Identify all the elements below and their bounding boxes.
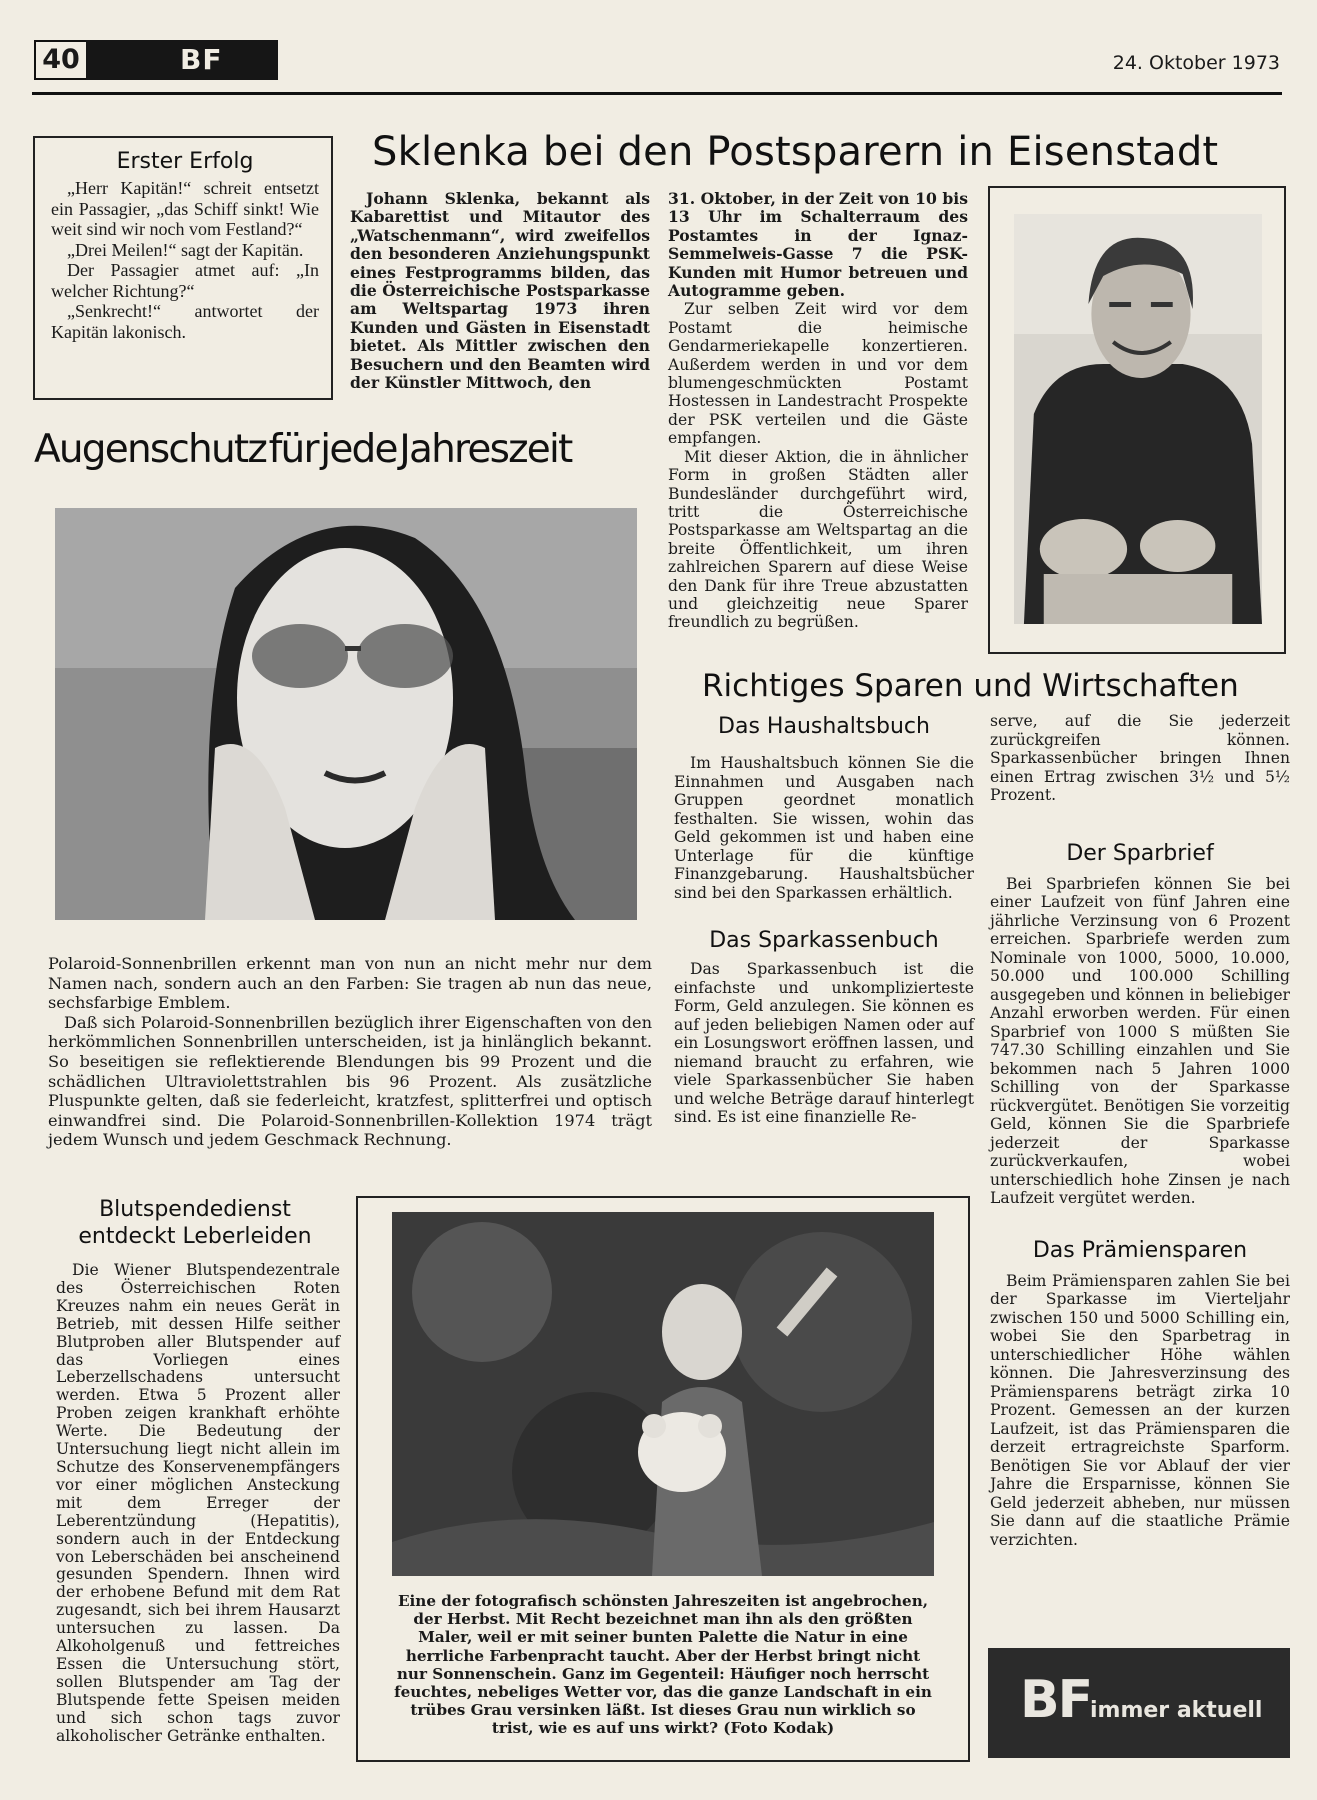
sklenka-paragraph: Mit dieser Aktion, die in ähnlicher Form in großen Städten aller Bundesländer durchgeführt wird, tritt die Österreichische Postsparkasse am Weltspartag an die breite Öffentlichkeit, um ihren zahlreichen Sparern auf diese Weise den Dank für ihre Treue abzustatten und gleichzeitig neue Sparer freundlich zu begrüßen. bbox=[668, 447, 968, 632]
sklenka-headline: Sklenka bei den Postsparern in Eisenstadt bbox=[372, 129, 1219, 175]
sklenka-portrait-photo bbox=[1014, 214, 1262, 624]
sklenka-photo-frame bbox=[988, 186, 1286, 654]
sparen-column-1 bbox=[674, 712, 974, 1186]
sparbrief-title: Der Sparbrief bbox=[1066, 840, 1214, 866]
autumn-photo-frame bbox=[356, 1196, 970, 1762]
sparkassenbuch-title: Das Sparkassenbuch bbox=[709, 928, 939, 953]
augenschutz-body bbox=[48, 954, 652, 1184]
praemiensparen-title: Das Prämiensparen bbox=[1032, 1237, 1248, 1263]
bf-promo-slogan: immer aktuell bbox=[1090, 1698, 1263, 1723]
praemiensparen-text: Beim Prämiensparen zahlen Sie bei der Sparkasse im Vierteljahr zwischen 150 und 5000 Schilling ein, wobei Sie den Sparbetrag in unterschiedlicher Höhe wählen können. Die Jahresverzinsung des Prämiensparens beträgt zirka 10 Prozent. Gemessen an der kurzen Laufzeit, ist das Prämiensparen die derzeit ertragreichste Sparform. Benötigen Sie vor Ablauf der vier Jahre die Ersparnisse, können Sie Geld jederzeit abheben, nur müssen Sie dann auf die staatliche Prämie verzichten. bbox=[990, 1271, 1290, 1549]
sparkassenbuch-cont: serve, auf die Sie jederzeit zurückgreifen können. Sparkassenbücher bringen Ihnen einen Ertrag zwischen 3½ und 5½ Prozent. bbox=[990, 712, 1290, 804]
sparkassenbuch-text: Das Sparkassenbuch ist die einfachste und unkomplizierteste Form, Geld anzulegen. Sie können es auf jeden beliebigen Namen oder auf ein Losungswort eröffnen lassen, und niemand braucht zu erfahren, wie viele Sparkassenbücher Sie haben und welche Beträge darauf hinterlegt sind. Es ist eine finanzielle Re- bbox=[674, 960, 974, 1126]
sparen-headline: Richtiges Sparen und Wirtschaften bbox=[702, 668, 1239, 704]
haushaltsbuch-text: Im Haushaltsbuch können Sie die Einnahmen und Ausgaben nach Gruppen geordnet monatlich festhalten. Sie wissen, wohin das Geld gekommen ist und haben eine Unterlage für die künftige Finanzgebarung. Haushaltsbücher sind bei den Sparkassen erhältlich. bbox=[674, 754, 974, 902]
publication-logo: BF bbox=[180, 43, 223, 76]
joke-title: Erster Erfolg bbox=[116, 149, 254, 174]
augenschutz-paragraph: Polaroid-Sonnenbrillen erkennt man von nun an nicht mehr nur dem Namen nach, sondern auch an den Farben: Sie tragen ab nun das neue, sechsfarbige Emblem. bbox=[48, 954, 652, 1013]
sparbrief-text: Bei Sparbriefen können Sie bei einer Laufzeit von fünf Jahren eine jährliche Verzinsung von 6 Prozent erreichen. Sparbriefe werden zum Nominale von 1000, 5000, 10.000, 50.000 und 100.000 Schilling ausgegeben und können in beliebiger Anzahl erworben werden. Für einen Sparbrief von 1000 S müßten Sie 747.30 Schilling einzahlen und Sie bekommen nach 5 Jahren 1000 Schilling von der Sparkasse rückvergütet. Benötigen Sie vorzeitig Geld, können Sie die Sparbriefe jederzeit der Sparkasse zurückverkaufen, wobei unterschiedlich hohe Zinsen je nach Laufzeit vergütet werden. bbox=[990, 874, 1290, 1207]
joke-paragraph: Der Passagier atmet auf: „In welcher Richtung?“ bbox=[51, 260, 319, 301]
augenschutz-paragraph: Daß sich Polaroid-Sonnenbrillen bezüglich ihrer Eigenschaften von den herkömmlichen Sonnenbrillen unterscheiden, ist ja hinlänglich bekannt. So beseitigen sie reflektierende Blendungen bis 99 Prozent und die schädlichen Ultraviolettstrahlen bis 96 Prozent. Als zusätzliche Pluspunkte gelten, daß sie federleicht, kratzfest, splitterfrei und optisch einwandfrei sind. Die Polaroid-Sonnenbrillen-Kollektion 1974 trägt jedem Wunsch und jedem Geschmack Rechnung. bbox=[48, 1012, 652, 1150]
joke-paragraph: „Senkrecht!“ antwortet der Kapitän lakonisch. bbox=[51, 301, 319, 342]
header-rule bbox=[32, 92, 1282, 95]
sklenka-paragraph: Zur selben Zeit wird vor dem Postamt die heimische Gendarmeriekapelle konzertieren. Außerdem werden in und vor dem blumengeschmückten Postamt Hostessen in Landestracht Prospekte der PSK verteilen und die Gäste empfangen. bbox=[668, 300, 968, 448]
joke-paragraph: „Herr Kapitän!“ schreit entsetzt ein Passagier, „das Schiff sinkt! Wie weit sind wir noch vom Festland?“ bbox=[51, 178, 319, 239]
augenschutz-headline: Augenschutz für jede Jahreszeit bbox=[34, 427, 572, 472]
joke-paragraph: „Drei Meilen!“ sagt der Kapitän. bbox=[67, 239, 304, 260]
sunglasses-photo bbox=[55, 508, 637, 920]
blut-body: Die Wiener Blutspendezentrale des Österreichischen Roten Kreuzes nahm ein neues Gerät in Betrieb, mit dessen Hilfe seither Blutproben aller Blutspender auf das Vorliegen eines Leberzellschadens untersucht werden. Etwa 5 Prozent aller Proben zeigen krankhaft erhöhte Werte. Die Bedeutung der Untersuchung liegt nicht allein im Schutze des Konservenempfängers vor einer möglichen Ansteckung mit dem Erreger der Leberentzündung (Hepatitis), sondern auch in der Entdeckung von Leberschäden bei anscheinend gesunden Spendern. Ihnen wird der erhobene Befund mit dem Rat zugesandt, sich bei ihrem Hausarzt untersuchen zu lassen. Da Alkoholgenuß und fettreiches Essen die Untersuchung stört, sollen Blutspender am Tag der Blutspende fette Speisen meiden und sich schon tags zuvor alkoholischer Getränke enthalten. bbox=[56, 1261, 340, 1745]
autumn-child-photo bbox=[392, 1212, 934, 1576]
bf-promo-box bbox=[988, 1648, 1290, 1758]
blut-headline-line1: Blutspendedienst bbox=[99, 1197, 291, 1222]
sklenka-column-1 bbox=[350, 190, 650, 404]
bf-promo-logo: BF bbox=[1020, 1670, 1092, 1730]
sparen-column-2 bbox=[990, 712, 1290, 1612]
haushaltsbuch-title: Das Haushaltsbuch bbox=[718, 714, 930, 739]
blut-headline-line2: entdeckt Leberleiden bbox=[78, 1224, 312, 1249]
page-header bbox=[30, 36, 1282, 90]
page-number: 40 bbox=[34, 40, 88, 80]
autumn-photo-caption: Eine der fotografisch schönsten Jahreszeiten ist angebrochen, der Herbst. Mit Recht bezeichnet man ihn als den größten Maler, weil er mit seiner bunten Palette die Natur in eine herrliche Farbenpracht taucht. Aber der Herbst bringt nicht nur Sonnenschein. Ganz im Gegenteil: Häufiger noch herrscht feuchtes, nebeliges Wetter vor, das die ganze Landschaft in ein trübes Grau versinken läßt. Ist dieses Grau nun wirklich so trist, wie es auf uns wirkt? (Foto Kodak) bbox=[394, 1592, 932, 1738]
blut-headline bbox=[40, 1196, 350, 1254]
issue-date: 24. Oktober 1973 bbox=[1112, 52, 1280, 74]
joke-box bbox=[33, 136, 333, 400]
sklenka-lead-text: Johann Sklenka, bekannt als Kabarettist und Mitautor des „Watschenmann“, wird zweifellos den besonderen Anziehungspunkt eines Festprogramms bilden, das die Österreichische Postsparkasse am Weltspartag 1973 ihren Kunden und Gästen in Eisenstadt bietet. Als Mittler zwischen den Besuchern und den Beamten wird der Künstler Mittwoch, den bbox=[350, 189, 650, 393]
sklenka-column-2 bbox=[668, 190, 968, 660]
sklenka-lead-cont: 31. Oktober, in der Zeit von 10 bis 13 Uhr im Schalterraum des Postamtes in der Ignaz-Semmelweis-Gasse 7 die PSK-Kunden mit Humor betreuen und Autogramme geben. bbox=[668, 189, 968, 301]
